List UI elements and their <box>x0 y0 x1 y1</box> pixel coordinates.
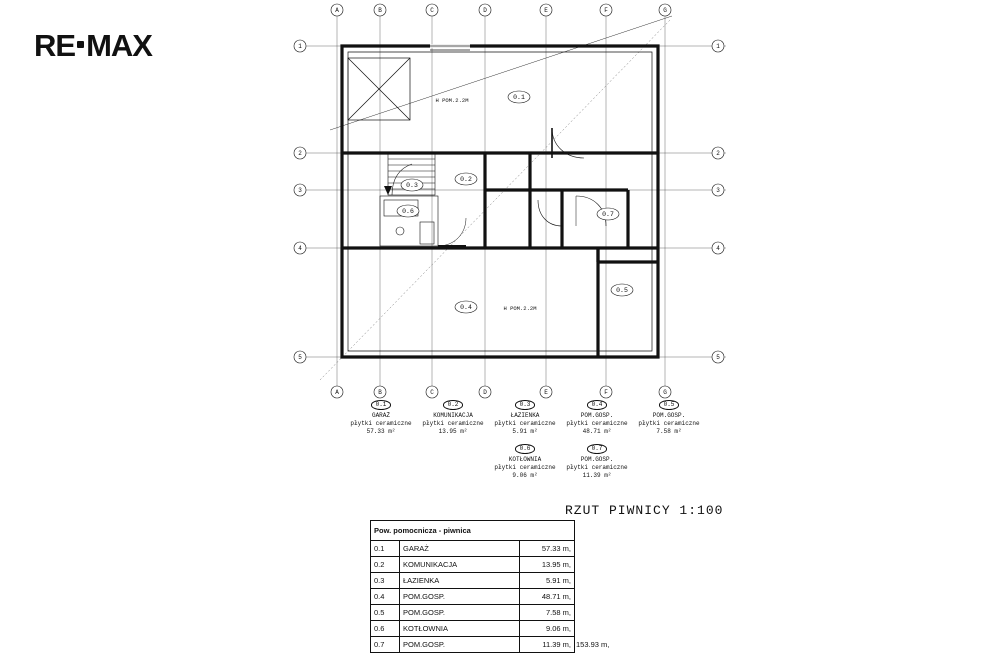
svg-text:B: B <box>378 7 382 14</box>
logo-text-right: MAX <box>86 28 152 63</box>
room-legend <box>345 400 765 480</box>
row-id: 0.3 <box>371 573 400 589</box>
svg-text:1: 1 <box>716 43 720 50</box>
legend-id: 0.2 <box>443 400 464 410</box>
svg-text:0.7: 0.7 <box>602 211 614 218</box>
row-name: KOMUNIKACJA <box>400 557 520 573</box>
svg-text:D: D <box>483 7 487 14</box>
table-row <box>371 557 575 573</box>
legend-area: 13.95 m² <box>438 428 468 435</box>
floor-plan <box>280 0 740 400</box>
row-id: 0.7 <box>371 637 400 653</box>
legend-id: 0.6 <box>515 444 536 454</box>
row-id: 0.6 <box>371 621 400 637</box>
logo-dot-icon <box>77 41 84 48</box>
row-value: 7.58 m, <box>520 605 575 621</box>
svg-text:H POM.2.2M: H POM.2.2M <box>435 97 469 104</box>
row-name: ŁAZIENKA <box>400 573 520 589</box>
svg-text:4: 4 <box>716 245 720 252</box>
legend-material: płytki ceramiczne <box>494 464 556 471</box>
row-name: POM.GOSP. <box>400 637 520 653</box>
row-id: 0.5 <box>371 605 400 621</box>
legend-item <box>561 400 633 436</box>
svg-text:D: D <box>483 389 487 396</box>
svg-text:0.1: 0.1 <box>513 94 525 101</box>
row-name: KOTŁOWNIA <box>400 621 520 637</box>
svg-text:5: 5 <box>716 354 720 361</box>
legend-material: płytki ceramiczne <box>422 420 484 427</box>
svg-text:0.5: 0.5 <box>616 287 628 294</box>
svg-text:1: 1 <box>298 43 302 50</box>
legend-area: 7.58 m² <box>656 428 682 435</box>
legend-id: 0.7 <box>587 444 608 454</box>
svg-text:C: C <box>430 389 434 396</box>
legend-name: GARAŻ <box>371 412 390 419</box>
row-value: 48.71 m, <box>520 589 575 605</box>
logo-text-left: RE <box>34 28 76 63</box>
svg-text:0.3: 0.3 <box>406 182 418 189</box>
svg-text:3: 3 <box>298 187 302 194</box>
table-row <box>371 541 575 557</box>
svg-text:A: A <box>335 389 339 396</box>
area-table <box>370 520 575 653</box>
svg-text:A: A <box>335 7 339 14</box>
legend-id: 0.5 <box>659 400 680 410</box>
row-name: POM.GOSP. <box>400 589 520 605</box>
legend-area: 57.33 m² <box>366 428 396 435</box>
remax-logo <box>34 28 152 64</box>
table-row <box>371 621 575 637</box>
table-row <box>371 605 575 621</box>
legend-area: 5.91 m² <box>512 428 538 435</box>
legend-row-2 <box>489 444 765 480</box>
legend-row-1 <box>345 400 765 436</box>
plan-title: RZUT PIWNICY 1:100 <box>565 503 724 518</box>
legend-name: ŁAZIENKA <box>510 412 540 419</box>
legend-item <box>489 400 561 436</box>
svg-text:0.6: 0.6 <box>402 208 414 215</box>
svg-text:4: 4 <box>298 245 302 252</box>
legend-name: KOMUNIKACJA <box>433 412 473 419</box>
svg-text:0.4: 0.4 <box>460 304 472 311</box>
legend-material: płytki ceramiczne <box>350 420 412 427</box>
area-table-caption: Pow. pomocnicza - piwnica <box>371 521 575 541</box>
legend-name: KOTŁOWNIA <box>508 456 542 463</box>
legend-name: POM.GOSP. <box>580 412 614 419</box>
row-id: 0.1 <box>371 541 400 557</box>
svg-text:0.2: 0.2 <box>460 176 472 183</box>
row-name: POM.GOSP. <box>400 605 520 621</box>
row-value: 57.33 m, <box>520 541 575 557</box>
svg-text:E: E <box>544 7 548 14</box>
legend-id: 0.3 <box>515 400 536 410</box>
legend-item <box>417 400 489 436</box>
legend-material: płytki ceramiczne <box>566 420 628 427</box>
row-value: 13.95 m, <box>520 557 575 573</box>
row-value: 9.06 m, <box>520 621 575 637</box>
svg-text:G: G <box>663 7 667 14</box>
svg-text:F: F <box>604 7 608 14</box>
legend-id: 0.4 <box>587 400 608 410</box>
svg-text:E: E <box>544 389 548 396</box>
table-row <box>371 573 575 589</box>
row-name: GARAŻ <box>400 541 520 557</box>
legend-name: POM.GOSP. <box>580 456 614 463</box>
legend-material: płytki ceramiczne <box>638 420 700 427</box>
legend-material: płytki ceramiczne <box>566 464 628 471</box>
svg-text:G: G <box>663 389 667 396</box>
svg-text:B: B <box>378 389 382 396</box>
row-id: 0.2 <box>371 557 400 573</box>
table-row <box>371 637 575 653</box>
legend-item <box>345 400 417 436</box>
legend-item <box>633 400 705 436</box>
row-value: 11.39 m, <box>520 637 575 653</box>
svg-text:2: 2 <box>298 150 302 157</box>
svg-text:2: 2 <box>716 150 720 157</box>
table-row <box>371 589 575 605</box>
legend-item <box>489 444 561 480</box>
svg-text:3: 3 <box>716 187 720 194</box>
legend-item <box>561 444 633 480</box>
svg-text:H POM.2.2M: H POM.2.2M <box>503 305 537 312</box>
legend-area: 48.71 m² <box>582 428 612 435</box>
legend-area: 11.39 m² <box>582 472 612 479</box>
legend-area: 9.06 m² <box>512 472 538 479</box>
row-id: 0.4 <box>371 589 400 605</box>
svg-text:C: C <box>430 7 434 14</box>
row-value: 5.91 m, <box>520 573 575 589</box>
legend-id: 0.1 <box>371 400 392 410</box>
legend-material: płytki ceramiczne <box>494 420 556 427</box>
svg-text:5: 5 <box>298 354 302 361</box>
legend-name: POM.GOSP. <box>652 412 686 419</box>
area-total: 153.93 m, <box>576 640 610 649</box>
svg-text:F: F <box>604 389 608 396</box>
